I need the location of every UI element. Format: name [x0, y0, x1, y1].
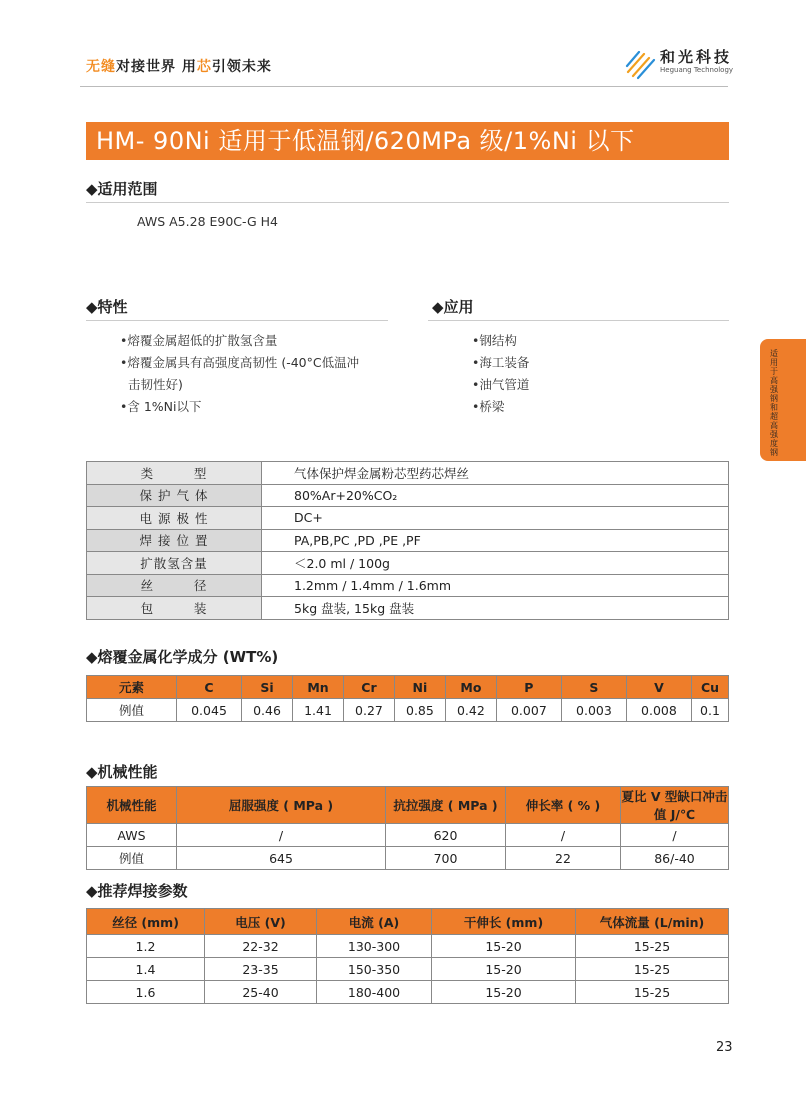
table-row [87, 981, 729, 1004]
column-header: 丝径 (mm) [87, 909, 205, 935]
weld-heading: ◆推荐焊接参数 [86, 882, 188, 900]
column-header: 电压 (V) [205, 909, 317, 935]
features-heading: ◆特性 [86, 298, 128, 316]
column-header: 元素 [87, 676, 177, 699]
column-header: Cr [343, 676, 394, 699]
feature-item: 击韧性好) [128, 377, 183, 392]
table-cell: 0.008 [626, 699, 691, 722]
spec-value: 1.2mm / 1.4mm / 1.6mm [262, 574, 729, 597]
mech-table [86, 786, 729, 870]
table-cell: 86/-40 [621, 847, 729, 870]
table-cell: 0.46 [242, 699, 293, 722]
applications-divider [428, 320, 729, 321]
table-row [87, 462, 729, 485]
table-cell: 0.42 [445, 699, 496, 722]
table-cell: 0.007 [496, 699, 561, 722]
table-cell: 130-300 [317, 935, 432, 958]
table-cell: 1.41 [293, 699, 344, 722]
weld-table [86, 908, 729, 1004]
column-header: 抗拉强度 ( MPa ) [386, 787, 506, 824]
table-row [87, 958, 729, 981]
spec-key: 类 型 [87, 462, 262, 485]
table-row [87, 935, 729, 958]
table-row [87, 529, 729, 552]
slogan-part-4: 引领未来 [211, 59, 272, 75]
applications-heading: ◆应用 [432, 298, 474, 316]
table-cell: 22 [506, 847, 621, 870]
column-header: 干伸长 (mm) [432, 909, 576, 935]
table-cell: 15-25 [576, 981, 729, 1004]
feature-item: •含 1%Ni以下 [120, 399, 202, 414]
column-header: 机械性能 [87, 787, 177, 824]
table-row [87, 824, 729, 847]
slogan-part-2: 对接世界 用 [116, 59, 197, 75]
logo-icon [624, 46, 658, 80]
table-cell: 15-25 [576, 958, 729, 981]
applications-list [472, 330, 529, 418]
table-cell: 0.27 [343, 699, 394, 722]
table-cell: 0.1 [691, 699, 728, 722]
table-cell: 0.003 [561, 699, 626, 722]
table-header-row [87, 676, 729, 699]
table-row [87, 699, 729, 722]
page-number: 23 [716, 1040, 733, 1055]
table-cell: / [177, 824, 386, 847]
spec-key: 电 源 极 性 [87, 507, 262, 530]
side-category-tab[interactable] [760, 339, 806, 461]
table-cell: 15-20 [432, 935, 576, 958]
table-cell: 0.85 [394, 699, 445, 722]
feature-item: •熔覆金属超低的扩散氢含量 [120, 333, 278, 348]
scope-heading: ◆适用范围 [86, 180, 158, 198]
application-item: •桥梁 [472, 399, 505, 414]
column-header: Si [242, 676, 293, 699]
table-cell: 150-350 [317, 958, 432, 981]
spec-table [86, 461, 729, 620]
table-row [87, 597, 729, 620]
page-title: HM- 90Ni 适用于低温钢/620MPa 级/1%Ni 以下 [86, 122, 729, 160]
application-item: •油气管道 [472, 377, 530, 392]
table-cell: 23-35 [205, 958, 317, 981]
table-cell: 15-20 [432, 958, 576, 981]
table-cell: 25-40 [205, 981, 317, 1004]
table-cell: AWS [87, 824, 177, 847]
column-header: P [496, 676, 561, 699]
table-row [87, 484, 729, 507]
table-header-row [87, 787, 729, 824]
logo-text-cn: 和光科技 [660, 48, 733, 66]
table-header-row [87, 909, 729, 935]
spec-key: 扩散氢含量 [87, 552, 262, 575]
table-cell: 645 [177, 847, 386, 870]
spec-value: PA,PB,PC ,PD ,PE ,PF [262, 529, 729, 552]
features-divider [86, 320, 388, 321]
feature-item: •熔覆金属具有高强度高韧性 (-40°C低温冲 [120, 355, 360, 370]
scope-text: AWS A5.28 E90C-G H4 [137, 214, 279, 229]
company-logo [624, 44, 734, 82]
spec-key: 保 护 气 体 [87, 484, 262, 507]
header-slogan [86, 56, 272, 76]
table-cell: / [621, 824, 729, 847]
chem-table [86, 675, 729, 722]
header-divider [80, 86, 728, 87]
column-header: Ni [394, 676, 445, 699]
spec-value: 5kg 盘装, 15kg 盘装 [262, 597, 729, 620]
application-item: •钢结构 [472, 333, 517, 348]
application-item: •海工装备 [472, 355, 530, 370]
table-cell: 1.2 [87, 935, 205, 958]
table-row [87, 552, 729, 575]
spec-value: ＜2.0 ml / 100g [262, 552, 729, 575]
column-header: 伸长率 ( % ) [506, 787, 621, 824]
table-cell: / [506, 824, 621, 847]
table-cell: 180-400 [317, 981, 432, 1004]
spec-value: 气体保护焊金属粉芯型药芯焊丝 [262, 462, 729, 485]
table-cell: 700 [386, 847, 506, 870]
column-header: V [626, 676, 691, 699]
column-header: Mn [293, 676, 344, 699]
mech-heading: ◆机械性能 [86, 763, 158, 781]
features-list [120, 330, 359, 418]
column-header: 电流 (A) [317, 909, 432, 935]
spec-key: 丝 径 [87, 574, 262, 597]
slogan-part-3: 芯 [196, 59, 212, 75]
column-header: 夏比 V 型缺口冲击值 J/℃ [621, 787, 729, 824]
column-header: Cu [691, 676, 728, 699]
column-header: 气体流量 (L/min) [576, 909, 729, 935]
logo-text-en: Heguang Technology [660, 66, 734, 74]
spec-value: DC+ [262, 507, 729, 530]
column-header: Mo [445, 676, 496, 699]
table-cell: 1.4 [87, 958, 205, 981]
table-cell: 15-20 [432, 981, 576, 1004]
table-cell: 0.045 [177, 699, 242, 722]
spec-key: 焊 接 位 置 [87, 529, 262, 552]
spec-key: 包 装 [87, 597, 262, 620]
table-row [87, 574, 729, 597]
column-header: C [177, 676, 242, 699]
table-row [87, 847, 729, 870]
table-cell: 例值 [87, 847, 177, 870]
side-tab-label: 适用于高强钢和超高强度钢 [770, 349, 778, 457]
table-cell: 620 [386, 824, 506, 847]
spec-value: 80%Ar+20%CO₂ [262, 484, 729, 507]
slogan-part-1: 无缝 [86, 59, 116, 75]
scope-divider [86, 202, 729, 203]
table-cell: 15-25 [576, 935, 729, 958]
column-header: 屈服强度 ( MPa ) [177, 787, 386, 824]
table-row [87, 507, 729, 530]
table-cell: 22-32 [205, 935, 317, 958]
column-header: S [561, 676, 626, 699]
table-cell: 例值 [87, 699, 177, 722]
chem-heading: ◆熔覆金属化学成分 (WT%) [86, 648, 279, 666]
table-cell: 1.6 [87, 981, 205, 1004]
